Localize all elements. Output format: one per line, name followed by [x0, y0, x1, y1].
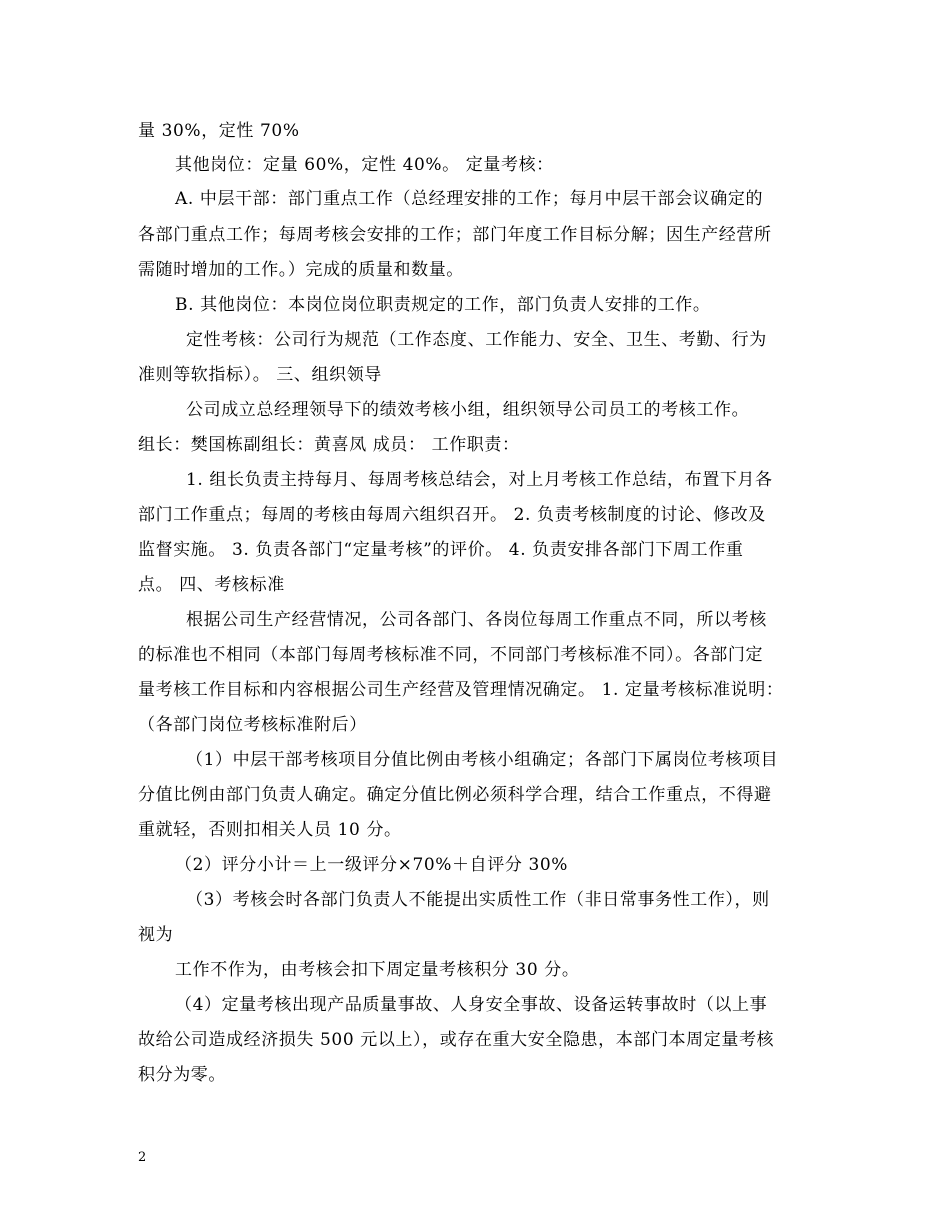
text-line: 的标准也不相同（本部门每周考核标准不同，不同部门考核标准不同）。各部门定 [138, 645, 764, 665]
text-line: （2）评分小计＝上一级评分×70%＋自评分 30% [175, 855, 569, 875]
text-line: 组长：樊国栋副组长：黄喜凤 成员： 工作职责： [138, 435, 520, 455]
text-line: 各部门重点工作；每周考核会安排的工作；部门年度工作目标分解；因生产经营所 [138, 225, 772, 245]
text-line: 故给公司造成经济损失 500 元以上），或存在重大安全隐患，本部门本周定量考核 [138, 1030, 775, 1050]
text-line: 量 30%，定性 70% [138, 121, 300, 141]
text-line: 量考核工作目标和内容根据公司生产经营及管理情况确定。 1. 定量考核标准说明： [138, 680, 784, 700]
text-line: （3）考核会时各部门负责人不能提出实质性工作（非日常事务性工作），则 [186, 890, 770, 910]
text-line: 根据公司生产经营情况，公司各部门、各岗位每周工作重点不同，所以考核 [186, 610, 767, 630]
page-number: 2 [138, 1150, 147, 1165]
text-line: 点。 四、考核标准 [138, 575, 285, 595]
text-line: 准则等软指标）。 三、组织领导 [138, 365, 382, 385]
text-line: 监督实施。 3. 负责各部门“定量考核”的评价。 4. 负责安排各部门下周工作重 [138, 540, 744, 560]
text-line: A. 中层干部：部门重点工作（总经理安排的工作；每月中层干部会议确定的 [175, 189, 764, 209]
text-line: B. 其他岗位：本岗位岗位职责规定的工作，部门负责人安排的工作。 [175, 295, 711, 315]
text-line: 分值比例由部门负责人确定。确定分值比例必须科学合理，结合工作重点，不得避 [138, 785, 772, 805]
text-line: 公司成立总经理领导下的绩效考核小组，组织领导公司员工的考核工作。 [186, 400, 750, 420]
text-line: 视为 [138, 925, 174, 945]
text-line: 重就轻，否则扣相关人员 10 分。 [138, 820, 402, 840]
text-line: （1）中层干部考核项目分值比例由考核小组确定；各部门下属岗位考核项目 [186, 750, 779, 770]
text-line: 工作不作为，由考核会扣下周定量考核积分 30 分。 [175, 960, 580, 980]
text-line: 其他岗位：定量 60%，定性 40%。 定量考核： [175, 155, 554, 175]
text-line: 需随时增加的工作。）完成的质量和数量。 [138, 260, 464, 280]
text-line: 1. 组长负责主持每月、每周考核总结会，对上月考核工作总结，布置下月各 [186, 470, 773, 490]
text-line: 部门工作重点；每周的考核由每周六组织召开。 2. 负责考核制度的讨论、修改及 [138, 505, 766, 525]
text-line: 定性考核：公司行为规范（工作态度、工作能力、安全、卫生、考勤、行为 [186, 330, 767, 350]
text-line: （4）定量考核出现产品质量事故、人身安全事故、设备运转事故时（以上事 [175, 995, 768, 1015]
text-line: （各部门岗位考核标准附后） [138, 715, 367, 735]
text-line: 积分为零。 [138, 1065, 226, 1085]
